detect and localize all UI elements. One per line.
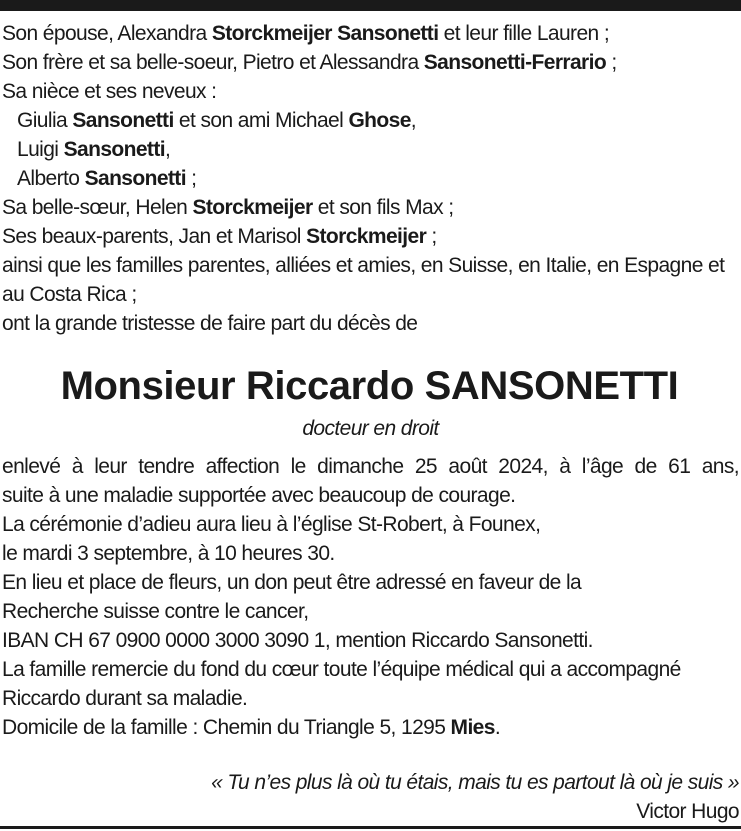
body-line-2: suite à une maladie supportée avec beaucoup de courage. [2, 484, 516, 507]
bottom-rule [0, 826, 741, 829]
domicile-line: Domicile de la famille : Chemin du Triangle 5, 1295 Mies. [2, 716, 501, 739]
family-line-luigi: Luigi Sansonetti, [17, 138, 171, 161]
obituary-notice [2, 19, 739, 826]
body-line-8: La famille remercie du fond du cœur toute l’équipe médical qui a accompagné [2, 658, 681, 681]
quote-author: Victor Hugo [636, 800, 739, 823]
body-line-5: En lieu et place de fleurs, un don peut être adressé en faveur de la [2, 571, 582, 594]
deceased-name: Monsieur Riccardo SANSONETTI [60, 364, 679, 408]
family-line-alberto: Alberto Sansonetti ; [17, 167, 197, 190]
family-line-nieces-header: Sa nièce et ses neveux : [2, 80, 217, 103]
top-rule [0, 0, 741, 11]
body-line-1: enlevé à leur tendre affection le dimanche 25 août 2024, à l’âge de 61 ans, [2, 455, 739, 478]
body-line-9: Riccardo durant sa maladie. [2, 687, 248, 710]
body-line-4: le mardi 3 septembre, à 10 heures 30. [2, 542, 335, 565]
quote-text: « Tu n’es plus là où tu étais, mais tu es partout là où je suis » [211, 771, 739, 794]
family-line-parents-in-law: Ses beaux-parents, Jan et Marisol Storckmeijer ; [2, 225, 437, 248]
family-line-sister-in-law: Sa belle-sœur, Helen Storckmeijer et son fils Max ; [2, 196, 454, 219]
body-line-6: Recherche suisse contre le cancer, [2, 600, 309, 623]
family-line-giulia: Giulia Sansonetti et son ami Michael Ghose, [17, 109, 417, 132]
family-line-announcement: ont la grande tristesse de faire part du décès de [2, 312, 418, 335]
body-line-3: La cérémonie d’adieu aura lieu à l’église St-Robert, à Founex, [2, 513, 541, 536]
deceased-title: docteur en droit [302, 417, 439, 440]
iban-line: IBAN CH 67 0900 0000 3000 3090 1, mention Riccardo Sansonetti. [2, 629, 593, 652]
family-line-spouse: Son épouse, Alexandra Storckmeijer Sansonetti et leur fille Lauren ; [2, 22, 610, 45]
family-line-relatives: ainsi que les familles parentes, alliées et amies, en Suisse, en Italie, en Espagne et au Costa Rica ; [2, 254, 725, 306]
family-line-brother: Son frère et sa belle-soeur, Pietro et Alessandra Sansonetti-Ferrario ; [2, 51, 617, 74]
